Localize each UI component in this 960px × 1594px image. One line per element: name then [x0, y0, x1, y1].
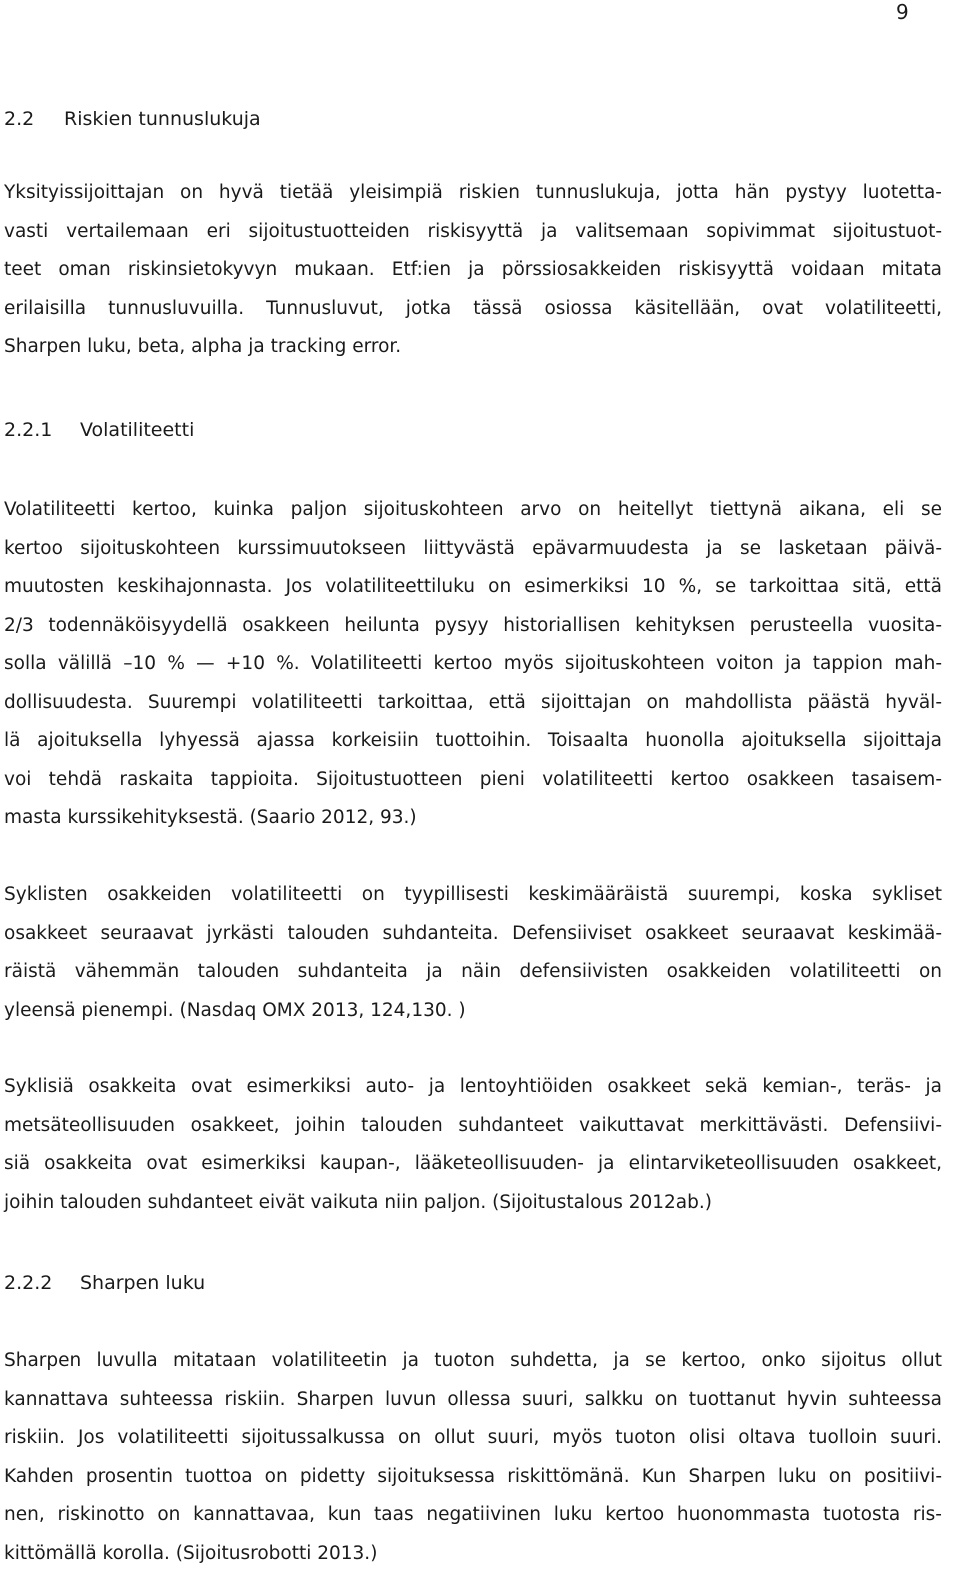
text-line: solla välillä –10 % — +10 %. Volatiliteetti kertoo myös sijoituskohteen voiton ja tappion mah-: [4, 653, 942, 674]
text-line: nen, riskinotto on kannattavaa, kun taas negatiivinen luku kertoo huonommasta tuotosta ris-: [4, 1504, 942, 1525]
text-line: lä ajoituksella lyhyessä ajassa korkeisiin tuottoihin. Toisaalta huonolla ajoituksella sijoittaja: [4, 730, 942, 751]
text-line: Sharpen luvulla mitataan volatiliteetin ja tuoton suhdetta, ja se kertoo, onko sijoitus ollut: [4, 1350, 942, 1371]
subsection-title: Sharpen luku: [80, 1272, 206, 1294]
text-line: dollisuudesta. Suurempi volatiliteetti tarkoittaa, että sijoittajan on mahdollista päästä hyväl-: [4, 691, 942, 713]
section-number: 2.2: [4, 108, 35, 130]
text-line: Kahden prosentin tuottoa on pidetty sijoituksessa riskittömänä. Kun Sharpen luku on positiivi-: [4, 1465, 942, 1487]
text-line: erilaisilla tunnusluvuilla. Tunnusluvut, jotka tässä osiossa käsitellään, ovat volatiliteetti,: [4, 297, 942, 319]
text-line: vasti vertailemaan eri sijoitustuotteiden riskisyyttä ja valitsemaan sopivimmat sijoitustuot-: [4, 220, 942, 242]
text-line: Volatiliteetti kertoo, kuinka paljon sijoituskohteen arvo on heitellyt tiettynä aikana, eli se: [4, 499, 942, 520]
subsection-heading-sharpe: [4, 1271, 205, 1295]
examples-paragraph: [4, 1068, 942, 1222]
text-line: kertoo sijoituskohteen kurssimuutokseen liittyvästä epävarmuudesta ja se lasketaan päivä-: [4, 537, 942, 559]
volatility-paragraph: [4, 491, 942, 838]
text-line: kittömällä korolla. (Sijoitusrobotti 2013.): [4, 1542, 378, 1564]
section-heading: [4, 107, 261, 131]
cyclical-paragraph: [4, 876, 942, 1030]
subsection-number: 2.2.1: [4, 419, 53, 441]
text-line: muutosten keskihajonnasta. Jos volatiliteettiluku on esimerkiksi 10 %, se tarkoittaa sitä, että: [4, 576, 942, 597]
text-line: 2/3 todennäköisyydellä osakkeen heilunta pysyy historiallisen kehityksen perusteella vuosita-: [4, 614, 942, 636]
text-line: osakkeet seuraavat jyrkästi talouden suhdanteita. Defensiiviset osakkeet seuraavat keskimää-: [4, 922, 942, 944]
text-line: kannattava suhteessa riskiin. Sharpen luvun ollessa suuri, salkku on tuottanut hyvin suhteessa: [4, 1388, 942, 1410]
text-line: yleensä pienempi. (Nasdaq OMX 2013, 124,130. ): [4, 999, 466, 1021]
text-line: metsäteollisuuden osakkeet, joihin talouden suhdanteet vaikuttavat merkittävästi. Defensiivi-: [4, 1114, 942, 1136]
sharpe-paragraph: [4, 1342, 942, 1573]
text-line: räistä vähemmän talouden suhdanteita ja näin defensiivisten osakkeiden volatiliteetti on: [4, 961, 942, 982]
text-line: siä osakkeita ovat esimerkiksi kaupan-, lääketeollisuuden- ja elintarviketeollisuuden osakkeet,: [4, 1153, 942, 1174]
page-number: 9: [896, 0, 909, 24]
subsection-title: Volatiliteetti: [80, 419, 195, 441]
text-line: voi tehdä raskaita tappioita. Sijoitustuotteen pieni volatiliteetti kertoo osakkeen tasaisem-: [4, 768, 942, 790]
text-line: Syklisiä osakkeita ovat esimerkiksi auto- ja lentoyhtiöiden osakkeet sekä kemian-, teräs- ja: [4, 1076, 942, 1097]
subsection-number: 2.2.2: [4, 1272, 53, 1294]
text-line: joihin talouden suhdanteet eivät vaikuta niin paljon. (Sijoitustalous 2012ab.): [4, 1191, 712, 1213]
subsection-heading-volatility: [4, 418, 194, 442]
text-line: Syklisten osakkeiden volatiliteetti on tyypillisesti keskimääräistä suurempi, koska sykliset: [4, 884, 942, 905]
intro-paragraph: [4, 174, 942, 367]
text-line: teet oman riskinsietokyvyn mukaan. Etf:ien ja pörssiosakkeiden riskisyyttä voidaan mitata: [4, 259, 942, 280]
text-line: Yksityissijoittajan on hyvä tietää yleisimpiä riskien tunnuslukuja, jotta hän pystyy luotetta-: [4, 182, 942, 203]
section-title: Riskien tunnuslukuja: [64, 108, 261, 130]
text-line: masta kurssikehityksestä. (Saario 2012, 93.): [4, 807, 417, 828]
text-line: Sharpen luku, beta, alpha ja tracking error.: [4, 336, 402, 357]
text-line: riskiin. Jos volatiliteetti sijoitussalkussa on ollut suuri, myös tuoton olisi oltava tuolloin suuri.: [4, 1427, 942, 1448]
